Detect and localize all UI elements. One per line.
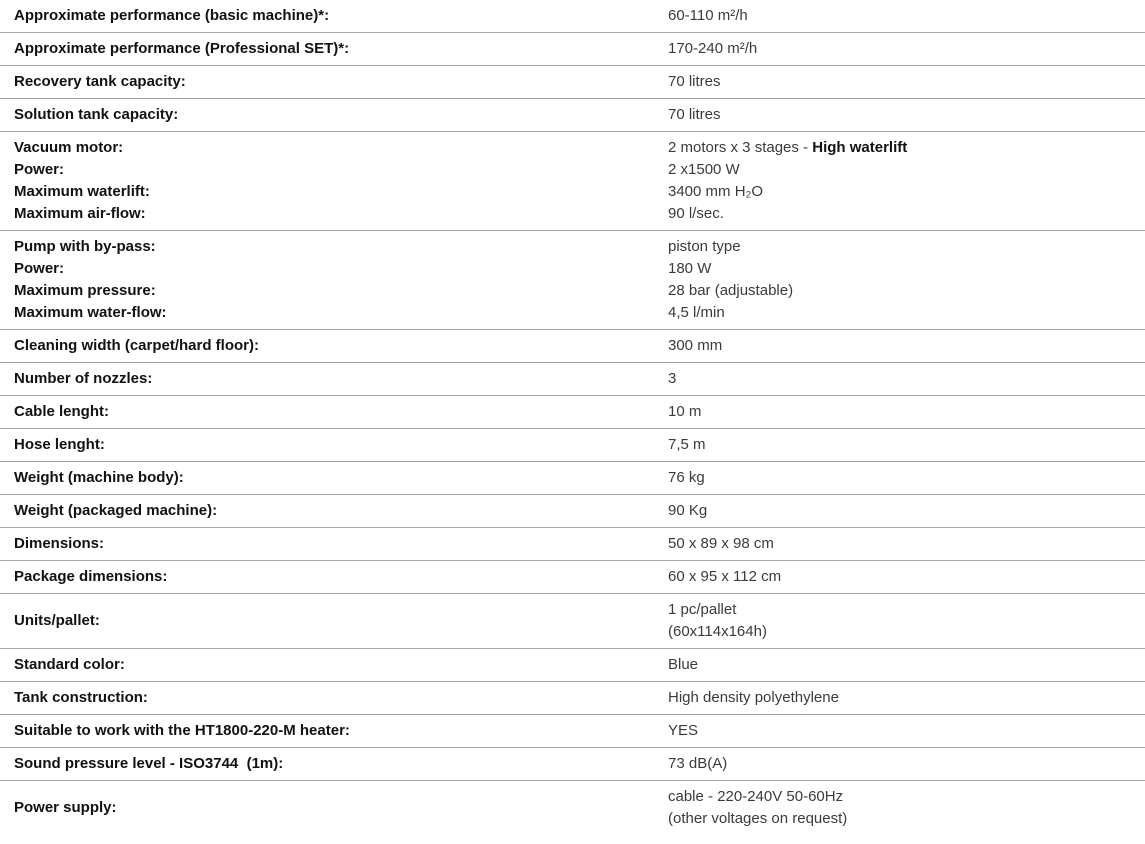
spec-value-segment: Blue (668, 656, 699, 673)
spec-label-line: Pump with by-pass: (14, 238, 156, 255)
spec-value-line (668, 71, 1133, 93)
spec-value-line (668, 335, 1133, 357)
spec-row (0, 561, 1145, 594)
spec-label-line: Standard color: (14, 656, 125, 673)
spec-label (0, 467, 668, 489)
spec-label (0, 71, 668, 93)
spec-value-line (668, 599, 1133, 621)
spec-value (668, 71, 1145, 93)
spec-value (668, 720, 1145, 742)
spec-value-segment: 3 (668, 370, 677, 387)
spec-value (668, 38, 1145, 60)
spec-label-line: Cable lenght: (14, 403, 110, 420)
spec-label (0, 5, 668, 27)
spec-label (0, 434, 668, 456)
spec-value (668, 434, 1145, 456)
spec-value-segment: 2 motors x 3 stages - (668, 139, 813, 156)
spec-value (668, 467, 1145, 489)
spec-value (668, 533, 1145, 555)
spec-label-line: Power supply: (14, 799, 117, 816)
spec-row (0, 528, 1145, 561)
spec-label (0, 401, 668, 423)
spec-label (0, 137, 668, 225)
spec-value-segment: 90 Kg (668, 502, 708, 519)
spec-row (0, 396, 1145, 429)
spec-row (0, 66, 1145, 99)
spec-row (0, 594, 1145, 649)
spec-label-line: Maximum water-flow: (14, 304, 167, 321)
spec-label-line: Weight (machine body): (14, 469, 184, 486)
spec-value-segment: 76 kg (668, 469, 705, 486)
spec-value (668, 687, 1145, 709)
spec-row (0, 781, 1145, 835)
spec-value-segment: 28 bar (adjustable) (668, 282, 794, 299)
spec-value-line (668, 401, 1133, 423)
spec-value-segment: 70 litres (668, 73, 721, 90)
spec-value-line (668, 159, 1133, 181)
spec-label (0, 610, 668, 632)
spec-label-line: Recovery tank capacity: (14, 73, 186, 90)
spec-value-line (668, 368, 1133, 390)
spec-label (0, 654, 668, 676)
spec-value-segment: 4,5 l/min (668, 304, 725, 321)
spec-label (0, 566, 668, 588)
spec-value (668, 654, 1145, 676)
spec-value-segment: 70 litres (668, 106, 721, 123)
spec-value-segment: (60x114x164h) (668, 623, 767, 640)
spec-row (0, 649, 1145, 682)
spec-value (668, 500, 1145, 522)
spec-label (0, 720, 668, 742)
spec-value-segment: 170-240 m²/h (668, 40, 758, 57)
spec-label-line: Approximate performance (Professional SET)*: (14, 40, 350, 57)
spec-label-line: Units/pallet: (14, 612, 100, 629)
spec-value-line (668, 533, 1133, 555)
spec-value-segment: (other voltages on request) (668, 810, 848, 827)
spec-label-line: Power: (14, 260, 65, 277)
spec-label-line: Hose lenght: (14, 436, 105, 453)
spec-value-line (668, 302, 1133, 324)
spec-value-segment: 7,5 m (668, 436, 706, 453)
spec-label-line: Dimensions: (14, 535, 105, 552)
spec-value-line (668, 203, 1133, 225)
spec-value-segment: 73 dB(A) (668, 755, 728, 772)
spec-value-line (668, 280, 1133, 302)
spec-label (0, 687, 668, 709)
spec-value-segment: 180 W (668, 260, 712, 277)
spec-row (0, 99, 1145, 132)
spec-label (0, 335, 668, 357)
spec-value-segment: 300 mm (668, 337, 723, 354)
spec-row (0, 748, 1145, 781)
spec-value-line (668, 434, 1133, 456)
spec-value-line (668, 181, 1133, 203)
spec-value-line (668, 104, 1133, 126)
spec-value-line (668, 38, 1133, 60)
spec-value (668, 566, 1145, 588)
spec-label (0, 368, 668, 390)
spec-row (0, 363, 1145, 396)
spec-value-line (668, 500, 1133, 522)
spec-label-line: Power: (14, 161, 65, 178)
spec-value (668, 137, 1145, 225)
spec-value-segment: High density polyethylene (668, 689, 839, 706)
spec-value-line (668, 137, 1133, 159)
spec-value (668, 786, 1145, 830)
spec-value-line (668, 5, 1133, 27)
spec-label-line: Solution tank capacity: (14, 106, 179, 123)
spec-value-line (668, 621, 1133, 643)
spec-value (668, 5, 1145, 27)
spec-label (0, 753, 668, 775)
spec-value-segment: 60-110 m²/h (668, 7, 748, 24)
spec-value-line (668, 720, 1133, 742)
spec-value-line (668, 808, 1133, 830)
spec-row (0, 132, 1145, 231)
spec-label-line: Cleaning width (carpet/hard floor): (14, 337, 260, 354)
spec-value (668, 753, 1145, 775)
spec-row (0, 33, 1145, 66)
spec-value (668, 335, 1145, 357)
spec-label-line: Sound pressure level - ISO3744 (1m): (14, 755, 284, 772)
spec-value-segment: 1 pc/pallet (668, 601, 737, 618)
spec-label-line: Package dimensions: (14, 568, 168, 585)
spec-label-line: Maximum pressure: (14, 282, 156, 299)
spec-label (0, 533, 668, 555)
spec-value-line (668, 753, 1133, 775)
spec-value-segment: 10 m (668, 403, 702, 420)
spec-value-segment: 3400 mm H₂O (668, 183, 764, 200)
spec-label-line: Suitable to work with the HT1800-220-M heater: (14, 722, 350, 739)
spec-value (668, 368, 1145, 390)
spec-value-line (668, 786, 1133, 808)
spec-label-line: Maximum air-flow: (14, 205, 146, 222)
spec-value-segment: piston type (668, 238, 741, 255)
spec-label-line: Number of nozzles: (14, 370, 153, 387)
spec-value-line (668, 654, 1133, 676)
spec-row (0, 330, 1145, 363)
spec-value-line (668, 467, 1133, 489)
spec-value-line (668, 258, 1133, 280)
spec-value-segment-bold: High waterlift (812, 139, 908, 156)
spec-value-line (668, 566, 1133, 588)
spec-value-line (668, 687, 1133, 709)
spec-label-line: Weight (packaged machine): (14, 502, 218, 519)
spec-row (0, 429, 1145, 462)
spec-label-line: Tank construction: (14, 689, 148, 706)
spec-value (668, 599, 1145, 643)
spec-value-segment: YES (668, 722, 699, 739)
spec-value-segment: 60 x 95 x 112 cm (668, 568, 782, 585)
spec-row (0, 715, 1145, 748)
spec-value-segment: 2 x1500 W (668, 161, 740, 178)
spec-value-segment: 50 x 89 x 98 cm (668, 535, 774, 552)
spec-label (0, 797, 668, 819)
spec-row (0, 495, 1145, 528)
spec-label (0, 38, 668, 60)
spec-value-line (668, 236, 1133, 258)
spec-row (0, 682, 1145, 715)
spec-value-segment: cable - 220-240V 50-60Hz (668, 788, 844, 805)
spec-label (0, 104, 668, 126)
spec-label (0, 236, 668, 324)
spec-label-line: Vacuum motor: (14, 139, 124, 156)
spec-label-line: Approximate performance (basic machine)*: (14, 7, 330, 24)
spec-row (0, 462, 1145, 495)
spec-label (0, 500, 668, 522)
spec-value (668, 236, 1145, 324)
spec-value (668, 401, 1145, 423)
spec-value-segment: 90 l/sec. (668, 205, 724, 222)
spec-value (668, 104, 1145, 126)
spec-row (0, 0, 1145, 33)
spec-label-line: Maximum waterlift: (14, 183, 150, 200)
spec-row (0, 231, 1145, 330)
